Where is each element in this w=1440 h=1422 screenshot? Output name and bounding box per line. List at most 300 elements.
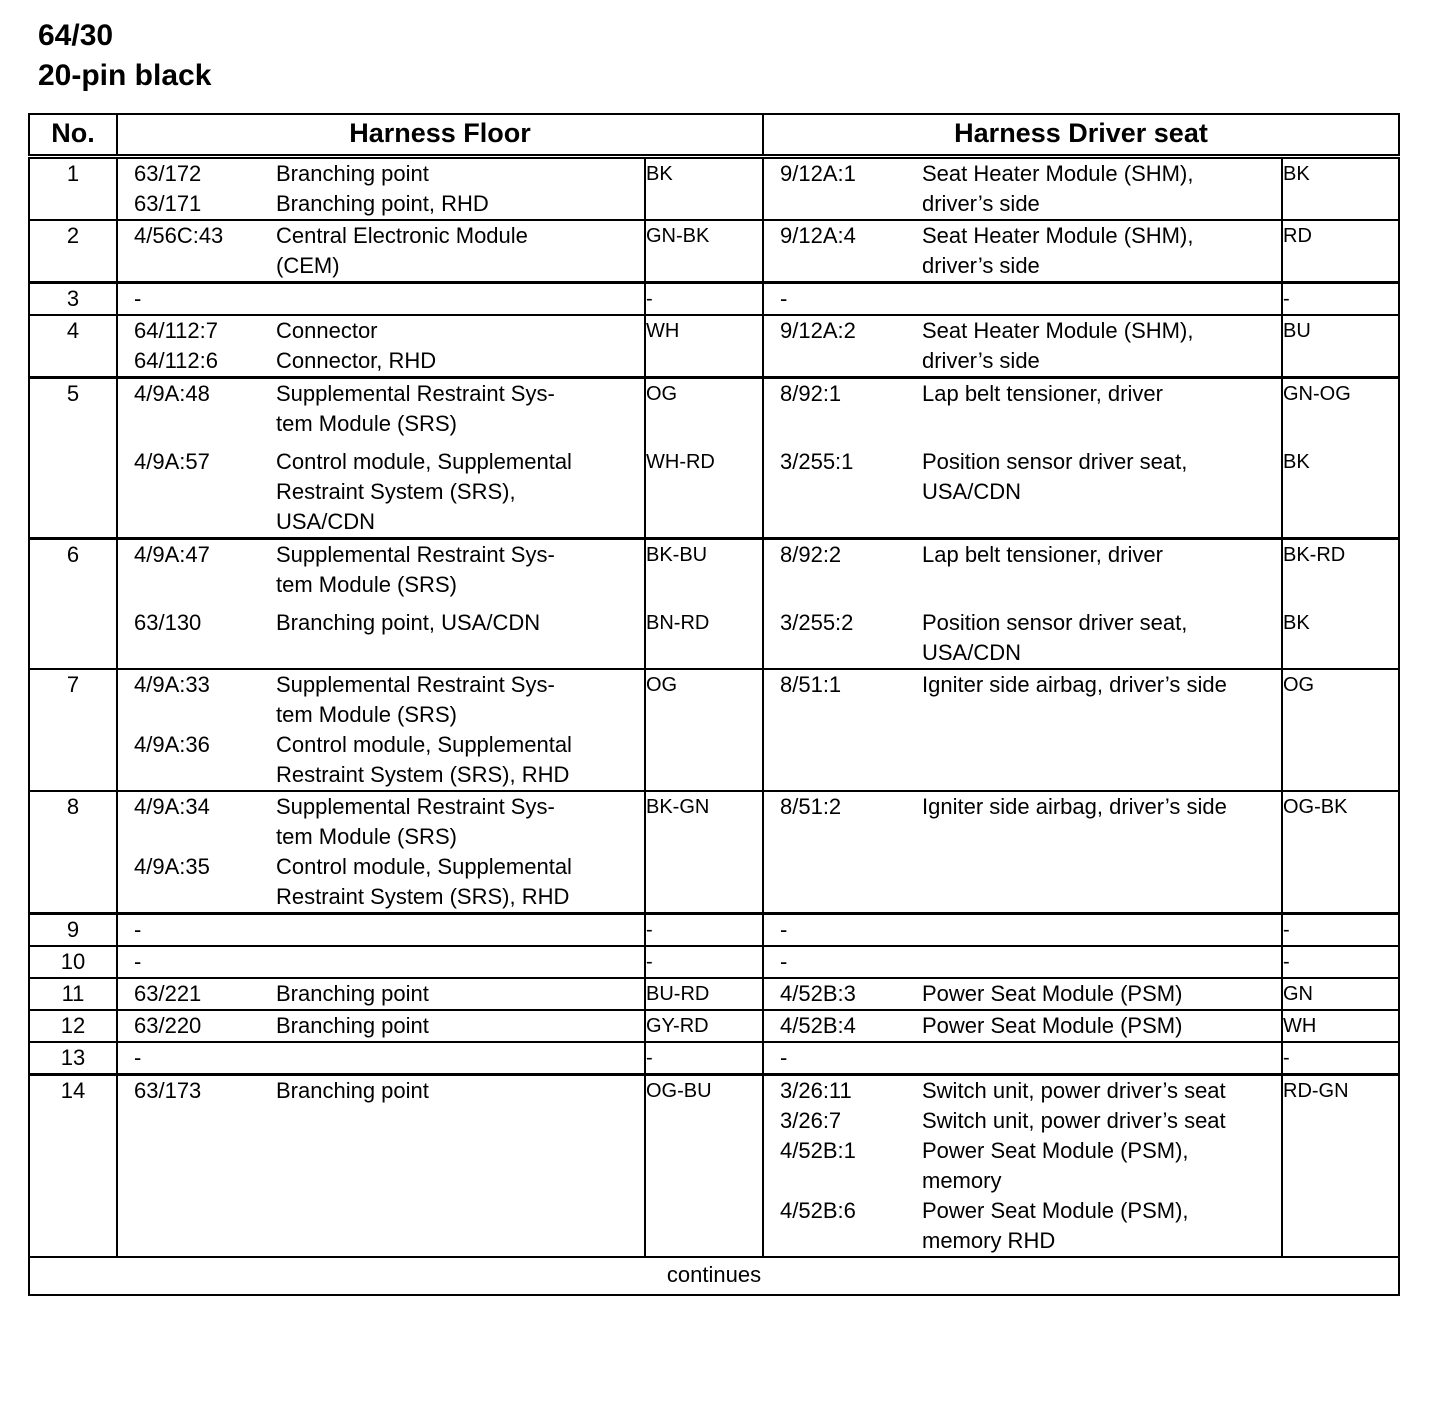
pin-entry <box>118 346 644 376</box>
pin-entry <box>118 379 644 439</box>
component-description <box>276 1076 644 1106</box>
component-description <box>276 979 644 1009</box>
component-code: - <box>780 1045 788 1070</box>
component-description <box>276 159 644 189</box>
description-line: Control module, Supplemental <box>276 854 572 879</box>
table-row <box>29 1010 1399 1042</box>
pin-entry <box>118 608 644 638</box>
wire-color: WH-RD <box>646 451 715 473</box>
component-code: - <box>134 917 142 942</box>
harness-seat-color-cell <box>1282 220 1399 283</box>
description-line: Lap belt tensioner, driver <box>922 542 1163 567</box>
component-description <box>276 447 644 537</box>
component-code: 63/172 <box>134 161 202 186</box>
pin-entry <box>764 379 1281 439</box>
description-line: Power Seat Module (PSM), <box>922 1138 1189 1163</box>
harness-floor-color-cell <box>645 1075 763 1258</box>
component-description <box>276 316 644 346</box>
description-line: Switch unit, power driver’s seat <box>922 1078 1226 1103</box>
harness-floor-color-cell <box>645 539 763 670</box>
wire-color: GN-BK <box>646 225 710 247</box>
description-line: (CEM) <box>276 253 340 278</box>
harness-seat-cell <box>763 378 1282 539</box>
pin-entry <box>764 915 1281 945</box>
wire-color: - <box>646 288 653 310</box>
table-body <box>29 157 1399 1258</box>
pin-entry <box>118 915 644 945</box>
component-description <box>922 447 1281 507</box>
description-line: Power Seat Module (PSM) <box>922 1013 1183 1038</box>
pin-entry <box>118 979 644 1009</box>
component-description <box>922 1011 1281 1041</box>
wire-color: OG <box>646 383 678 405</box>
pin-entry <box>764 159 1281 219</box>
harness-seat-color-cell <box>1282 283 1399 316</box>
component-code: - <box>134 286 142 311</box>
component-code: 8/92:2 <box>780 542 842 567</box>
description-line: Seat Heater Module (SHM), <box>922 161 1194 186</box>
harness-floor-cell <box>117 539 645 670</box>
wire-color: - <box>646 951 653 973</box>
component-description <box>276 379 644 439</box>
pin-entry <box>764 540 1281 600</box>
pin-entry <box>764 947 1281 977</box>
description-line: Power Seat Module (PSM) <box>922 981 1183 1006</box>
pin-entry <box>118 221 644 281</box>
description-line: Branching point, RHD <box>276 191 489 216</box>
pin-number: 12 <box>29 1010 117 1042</box>
component-code: 4/52B:4 <box>780 1013 856 1038</box>
component-description <box>922 915 1281 945</box>
component-code: - <box>780 286 788 311</box>
pin-entry <box>118 189 644 219</box>
table-row <box>29 1042 1399 1075</box>
component-description <box>276 1043 644 1073</box>
wire-color: GN-OG <box>1283 383 1351 405</box>
component-code: 4/52B:6 <box>780 1198 856 1223</box>
description-line: Igniter side airbag, driver’s side <box>922 794 1227 819</box>
pin-entry <box>764 284 1281 314</box>
component-description <box>276 1011 644 1041</box>
component-code: 3/255:2 <box>780 610 854 635</box>
description-line: driver’s side <box>922 348 1040 373</box>
description-line: Supplemental Restraint Sys- <box>276 672 555 697</box>
pin-number: 13 <box>29 1042 117 1075</box>
component-code: 4/9A:36 <box>134 732 210 757</box>
description-line <box>276 915 638 945</box>
pin-number: 9 <box>29 914 117 947</box>
description-line <box>922 1043 1275 1073</box>
pin-number: 6 <box>29 539 117 670</box>
component-description <box>922 284 1281 314</box>
pin-entry <box>764 670 1281 700</box>
component-code: - <box>134 1045 142 1070</box>
component-code: 64/112:6 <box>134 348 219 373</box>
harness-floor-color-cell <box>645 946 763 978</box>
wire-color: - <box>1283 1047 1290 1069</box>
pin-entry <box>764 447 1281 507</box>
description-line: USA/CDN <box>922 479 1022 504</box>
component-code: 8/92:1 <box>780 381 842 406</box>
pin-number: 11 <box>29 978 117 1010</box>
header-harness-driver-seat: Harness Driver seat <box>763 114 1399 157</box>
component-code: 4/9A:57 <box>134 449 210 474</box>
harness-floor-cell <box>117 220 645 283</box>
harness-seat-color-cell <box>1282 1042 1399 1075</box>
harness-floor-cell <box>117 946 645 978</box>
harness-floor-cell <box>117 791 645 914</box>
harness-floor-cell <box>117 157 645 221</box>
pin-number: 10 <box>29 946 117 978</box>
pin-entry <box>764 1106 1281 1136</box>
description-line: driver’s side <box>922 253 1040 278</box>
harness-floor-color-cell <box>645 669 763 791</box>
description-line: Lap belt tensioner, driver <box>922 381 1163 406</box>
harness-floor-cell <box>117 1075 645 1258</box>
component-description <box>922 316 1281 376</box>
description-line <box>922 409 1275 439</box>
harness-seat-cell <box>763 220 1282 283</box>
component-code: - <box>780 949 788 974</box>
description-line: Branching point <box>276 161 429 186</box>
harness-seat-color-cell <box>1282 157 1399 221</box>
wire-color: BK-BU <box>646 544 708 566</box>
harness-floor-color-cell <box>645 914 763 947</box>
pin-entry <box>118 670 644 730</box>
pin-number: 4 <box>29 315 117 378</box>
pin-entry <box>764 792 1281 822</box>
wire-color: GY-RD <box>646 1015 709 1037</box>
harness-floor-cell <box>117 914 645 947</box>
table-row <box>29 669 1399 791</box>
pin-entry <box>764 1011 1281 1041</box>
description-line <box>922 947 1275 977</box>
description-line: Supplemental Restraint Sys- <box>276 794 555 819</box>
description-line: Branching point <box>276 981 429 1006</box>
component-description <box>922 947 1281 977</box>
pin-number: 1 <box>29 157 117 221</box>
description-line <box>276 1043 638 1073</box>
table-row <box>29 1075 1399 1258</box>
table-row <box>29 914 1399 947</box>
harness-seat-color-cell <box>1282 946 1399 978</box>
component-code: 4/9A:48 <box>134 381 210 406</box>
description-line: Power Seat Module (PSM), <box>922 1198 1189 1223</box>
pin-number: 8 <box>29 791 117 914</box>
description-line: Position sensor driver seat, <box>922 449 1188 474</box>
component-code: 9/12A:2 <box>780 318 856 343</box>
component-description <box>922 1136 1281 1196</box>
component-code: 9/12A:1 <box>780 161 856 186</box>
component-description <box>922 1076 1281 1106</box>
component-description <box>922 1043 1281 1073</box>
pin-entry <box>118 284 644 314</box>
component-description <box>922 979 1281 1009</box>
harness-floor-color-cell <box>645 791 763 914</box>
harness-seat-color-cell <box>1282 539 1399 670</box>
pin-entry <box>118 792 644 852</box>
component-description <box>276 346 644 376</box>
description-line: USA/CDN <box>276 509 376 534</box>
harness-seat-color-cell <box>1282 669 1399 791</box>
component-description <box>276 852 644 912</box>
component-description <box>276 670 644 730</box>
pin-number: 14 <box>29 1075 117 1258</box>
component-description <box>276 221 644 281</box>
harness-seat-color-cell <box>1282 315 1399 378</box>
component-code: - <box>780 917 788 942</box>
wire-color: BK <box>1283 163 1310 185</box>
wire-color: RD <box>1283 225 1312 247</box>
harness-seat-cell <box>763 791 1282 914</box>
pin-number: 7 <box>29 669 117 791</box>
description-line: Igniter side airbag, driver’s side <box>922 672 1227 697</box>
harness-seat-color-cell <box>1282 1010 1399 1042</box>
component-description <box>922 792 1281 822</box>
table-row <box>29 978 1399 1010</box>
component-description <box>922 159 1281 219</box>
component-code: 63/173 <box>134 1078 202 1103</box>
wire-color: - <box>1283 288 1290 310</box>
component-code: - <box>134 949 142 974</box>
component-description <box>276 947 644 977</box>
wire-color: BN-RD <box>646 612 710 634</box>
pin-entry <box>118 730 644 790</box>
harness-seat-cell <box>763 157 1282 221</box>
component-code: 4/52B:1 <box>780 1138 856 1163</box>
wire-color: OG-BU <box>646 1080 712 1102</box>
description-line: Central Electronic Module <box>276 223 528 248</box>
description-line: Branching point, USA/CDN <box>276 610 541 635</box>
table-row <box>29 539 1399 670</box>
description-line: Supplemental Restraint Sys- <box>276 542 555 567</box>
harness-floor-color-cell <box>645 315 763 378</box>
harness-floor-cell <box>117 669 645 791</box>
description-line: Seat Heater Module (SHM), <box>922 318 1194 343</box>
component-description <box>276 189 644 219</box>
pin-entry <box>764 979 1281 1009</box>
harness-seat-cell <box>763 669 1282 791</box>
connector-description: 20-pin black <box>38 59 212 92</box>
component-code: 3/26:11 <box>780 1078 852 1103</box>
harness-seat-cell <box>763 1042 1282 1075</box>
wire-color: OG <box>1283 674 1315 696</box>
page-title <box>38 16 211 96</box>
harness-floor-color-cell <box>645 1042 763 1075</box>
component-code: 3/26:7 <box>780 1108 842 1133</box>
harness-seat-cell <box>763 1075 1282 1258</box>
description-line: tem Module (SRS) <box>276 702 457 727</box>
pin-entry <box>118 316 644 346</box>
wire-color: WH <box>646 320 680 342</box>
component-code: 4/56C:43 <box>134 223 224 248</box>
wire-color: - <box>646 919 653 941</box>
wire-color: RD-GN <box>1283 1080 1349 1102</box>
wiring-table <box>28 113 1400 1296</box>
component-code: 4/52B:3 <box>780 981 856 1006</box>
component-description <box>276 540 644 600</box>
table-row <box>29 946 1399 978</box>
description-line: Connector, RHD <box>276 348 437 373</box>
pin-number: 5 <box>29 378 117 539</box>
table-row <box>29 315 1399 378</box>
continues-note: continues <box>29 1257 1399 1295</box>
wire-color: BK <box>1283 451 1310 473</box>
component-code: 4/9A:35 <box>134 854 210 879</box>
component-description <box>922 540 1281 600</box>
component-code: 9/12A:4 <box>780 223 856 248</box>
harness-seat-cell <box>763 914 1282 947</box>
wire-color: BK-GN <box>646 796 710 818</box>
component-code: 3/255:1 <box>780 449 854 474</box>
pin-entry <box>118 947 644 977</box>
pin-entry <box>118 1076 644 1106</box>
component-description <box>922 1106 1281 1136</box>
harness-seat-color-cell <box>1282 378 1399 539</box>
connector-number: 64/30 <box>38 19 114 52</box>
description-line: Seat Heater Module (SHM), <box>922 223 1194 248</box>
component-code: 4/9A:34 <box>134 794 210 819</box>
component-description <box>276 730 644 790</box>
header-harness-floor: Harness Floor <box>117 114 763 157</box>
pin-entry <box>764 608 1281 668</box>
description-line: Control module, Supplemental <box>276 732 572 757</box>
harness-floor-color-cell <box>645 283 763 316</box>
wire-color: BU-RD <box>646 983 710 1005</box>
description-line: tem Module (SRS) <box>276 411 457 436</box>
component-code: 63/221 <box>134 981 202 1006</box>
description-line <box>276 947 638 977</box>
pin-number: 2 <box>29 220 117 283</box>
description-line: USA/CDN <box>922 640 1022 665</box>
harness-seat-cell <box>763 978 1282 1010</box>
wire-color: BK <box>646 163 673 185</box>
harness-seat-cell <box>763 1010 1282 1042</box>
description-line: Supplemental Restraint Sys- <box>276 381 555 406</box>
harness-seat-cell <box>763 315 1282 378</box>
harness-floor-color-cell <box>645 1010 763 1042</box>
component-code: 4/9A:33 <box>134 672 210 697</box>
component-description <box>922 608 1281 668</box>
harness-seat-cell <box>763 539 1282 670</box>
component-code: 8/51:1 <box>780 672 842 697</box>
component-description <box>276 915 644 945</box>
wire-color: - <box>646 1047 653 1069</box>
description-line: Branching point <box>276 1078 429 1103</box>
pin-entry <box>118 852 644 912</box>
component-description <box>276 284 644 314</box>
component-description <box>922 379 1281 439</box>
pin-entry <box>764 221 1281 281</box>
harness-floor-color-cell <box>645 378 763 539</box>
description-line: memory RHD <box>922 1228 1056 1253</box>
description-line: Position sensor driver seat, <box>922 610 1188 635</box>
table-row <box>29 378 1399 539</box>
pin-entry <box>764 1196 1281 1256</box>
description-line: Restraint System (SRS), RHD <box>276 762 570 787</box>
pin-entry <box>118 1043 644 1073</box>
description-line: Branching point <box>276 1013 429 1038</box>
description-line: tem Module (SRS) <box>276 824 457 849</box>
pin-entry <box>764 1076 1281 1106</box>
wire-color: OG <box>646 674 678 696</box>
description-line: Connector <box>276 318 378 343</box>
pin-entry <box>118 447 644 537</box>
wire-color: - <box>1283 919 1290 941</box>
table-row <box>29 220 1399 283</box>
component-description <box>922 1196 1281 1256</box>
table-header <box>29 114 1399 157</box>
harness-floor-color-cell <box>645 157 763 221</box>
harness-seat-cell <box>763 283 1282 316</box>
description-line: Switch unit, power driver’s seat <box>922 1108 1226 1133</box>
harness-seat-color-cell <box>1282 791 1399 914</box>
wire-color: - <box>1283 951 1290 973</box>
wire-color: OG-BK <box>1283 796 1348 818</box>
table-row <box>29 157 1399 221</box>
harness-floor-cell <box>117 315 645 378</box>
description-line: driver’s side <box>922 191 1040 216</box>
wire-color: BK <box>1283 612 1310 634</box>
pin-entry <box>764 1136 1281 1196</box>
component-code: 63/220 <box>134 1013 202 1038</box>
harness-seat-cell <box>763 946 1282 978</box>
harness-floor-cell <box>117 978 645 1010</box>
description-line: tem Module (SRS) <box>276 572 457 597</box>
component-code: 63/171 <box>134 191 202 216</box>
harness-floor-color-cell <box>645 220 763 283</box>
pin-entry <box>764 316 1281 376</box>
harness-seat-color-cell <box>1282 914 1399 947</box>
description-line: Restraint System (SRS), <box>276 479 516 504</box>
component-code: 63/130 <box>134 610 202 635</box>
description-line <box>922 570 1275 600</box>
harness-floor-cell <box>117 378 645 539</box>
description-line: Restraint System (SRS), RHD <box>276 884 570 909</box>
pin-entry <box>118 1011 644 1041</box>
table-row <box>29 283 1399 316</box>
pin-entry <box>118 540 644 600</box>
harness-seat-color-cell <box>1282 978 1399 1010</box>
table-row <box>29 791 1399 914</box>
wire-color: WH <box>1283 1015 1317 1037</box>
harness-floor-cell <box>117 1042 645 1075</box>
description-line: memory <box>922 1168 1002 1193</box>
component-description <box>922 670 1281 700</box>
header-no: No. <box>29 114 117 157</box>
harness-seat-color-cell <box>1282 1075 1399 1258</box>
description-line: Control module, Supplemental <box>276 449 572 474</box>
description-line <box>922 284 1275 314</box>
component-description <box>276 608 644 638</box>
component-code: 8/51:2 <box>780 794 842 819</box>
wire-color: BK-RD <box>1283 544 1346 566</box>
component-description <box>922 221 1281 281</box>
description-line <box>276 284 638 314</box>
harness-floor-cell <box>117 283 645 316</box>
description-line <box>922 915 1275 945</box>
harness-floor-color-cell <box>645 978 763 1010</box>
pin-entry <box>764 1043 1281 1073</box>
wire-color: BU <box>1283 320 1311 342</box>
pin-entry <box>118 159 644 189</box>
wire-color: GN <box>1283 983 1313 1005</box>
component-code: 4/9A:47 <box>134 542 210 567</box>
component-code: 64/112:7 <box>134 318 219 343</box>
harness-floor-cell <box>117 1010 645 1042</box>
pin-number: 3 <box>29 283 117 316</box>
component-description <box>276 792 644 852</box>
